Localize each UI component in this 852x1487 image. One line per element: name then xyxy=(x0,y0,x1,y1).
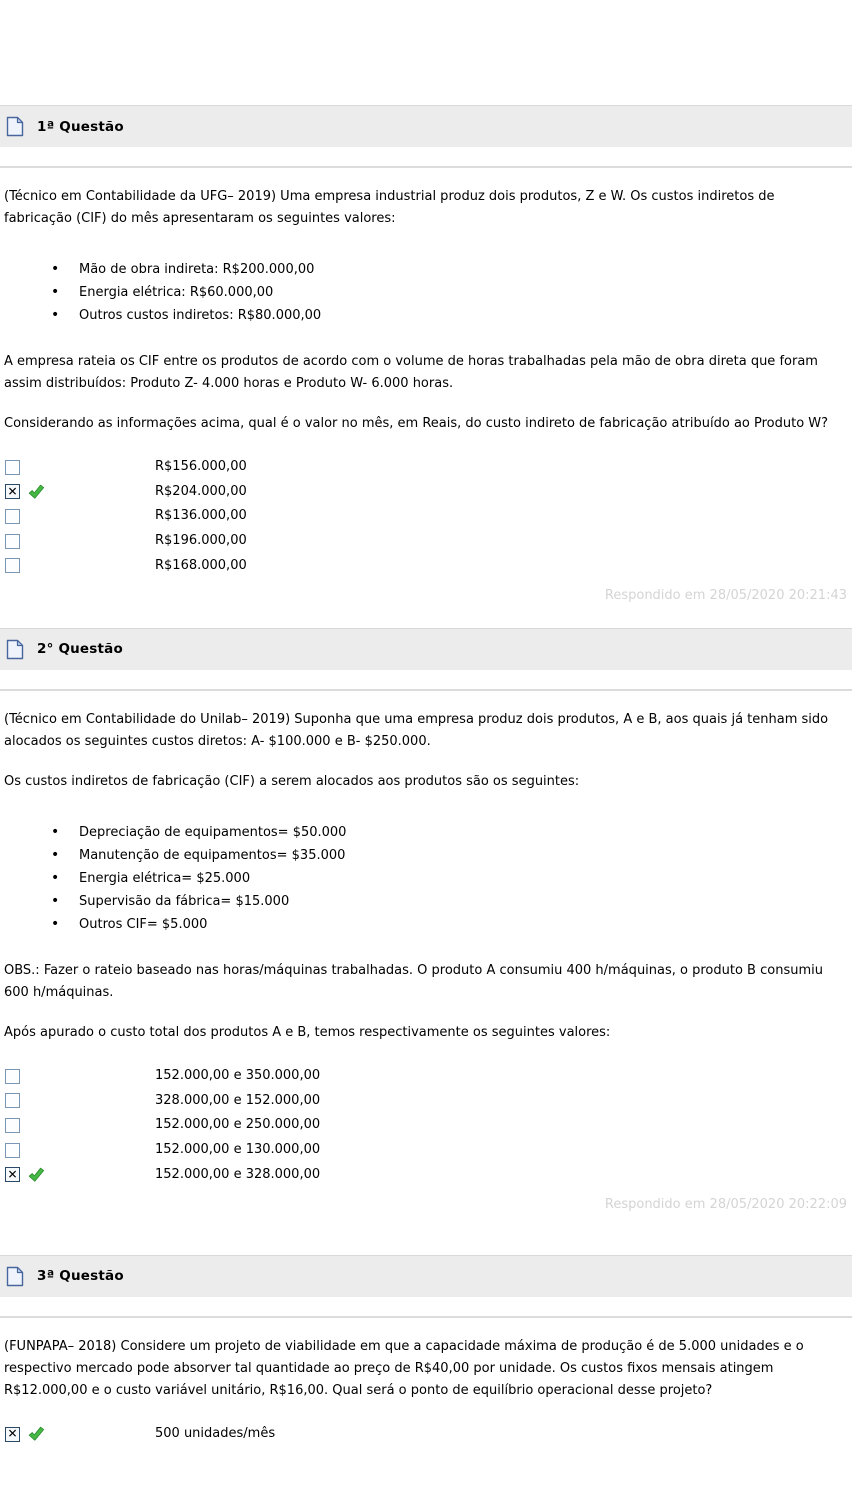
option-row xyxy=(0,504,852,529)
bullet-item: • Supervisão da fábrica= $15.000 xyxy=(51,890,846,913)
option-lead xyxy=(0,1143,155,1158)
question-header xyxy=(0,628,852,670)
question-title: 2° Questão xyxy=(37,641,123,658)
option-lead xyxy=(0,1167,155,1183)
option-lead xyxy=(0,1118,155,1133)
question-divider xyxy=(0,1316,852,1318)
option-checkbox[interactable] xyxy=(5,534,20,549)
question-paragraph: (Técnico em Contabilidade do Unilab– 2019) Suponha que uma empresa produz dois produtos, A e B, aos quais já tenham sido alocados os seguintes custos diretos: A- $100.000 e B- $250.000. xyxy=(4,711,829,749)
responded-timestamp: Respondido em 28/05/2020 20:21:43 xyxy=(604,587,847,603)
option-checkbox[interactable] xyxy=(5,1427,20,1442)
bullet-item: • Outros CIF= $5.000 xyxy=(51,913,846,936)
question-paragraph: Considerando as informações acima, qual é o valor no mês, em Reais, do custo indireto de fabricação atribuído ao Produto W? xyxy=(4,416,829,431)
option-label: 152.000,00 e 130.000,00 xyxy=(155,1142,321,1158)
option-checkbox[interactable] xyxy=(5,1093,20,1108)
option-checkbox[interactable] xyxy=(5,1069,20,1084)
option-row xyxy=(0,1064,852,1089)
option-lead xyxy=(0,534,155,549)
document-icon xyxy=(6,1266,24,1287)
bullet-item: • Energia elétrica= $25.000 xyxy=(51,867,846,890)
option-row xyxy=(0,1089,852,1114)
option-row xyxy=(0,480,852,505)
option-checkbox[interactable] xyxy=(5,558,20,573)
question-paragraph: A empresa rateia os CIF entre os produtos de acordo com o volume de horas trabalhadas pela mão de obra direta que foram assim distribuídos: Produto Z- 4.000 horas e Produto W- 6.000 horas. xyxy=(4,354,818,391)
questions xyxy=(0,105,852,1447)
option-checkbox[interactable] xyxy=(5,1118,20,1133)
option-lead xyxy=(0,1069,155,1084)
option-row xyxy=(0,1113,852,1138)
green-check-icon xyxy=(28,484,45,500)
option-label: 500 unidades/mês xyxy=(155,1426,276,1442)
option-row xyxy=(0,553,852,578)
option-lead xyxy=(0,558,155,573)
x-mark-icon: ✕ xyxy=(7,1426,18,1441)
option-lead xyxy=(0,1093,155,1108)
option-row xyxy=(0,1138,852,1163)
question-body xyxy=(0,1336,852,1402)
question-body xyxy=(0,186,852,435)
green-check-icon xyxy=(28,1167,45,1183)
question-paragraph: (FUNPAPA– 2018) Considere um projeto de viabilidade em que a capacidade máxima de produção é de 5.000 unidades e o respectivo mercado pode absorver tal quantidade ao preço de R$40,00 por unidade. Os custos fixos mensais atingem R$12.000,00 e o custo variável unitário, R$16,00. Qual será o ponto de equilíbrio operacional desse projeto? xyxy=(4,1338,804,1398)
question-title: 3ª Questão xyxy=(37,1268,124,1285)
option-checkbox[interactable] xyxy=(5,460,20,475)
option-checkbox[interactable] xyxy=(5,484,20,499)
option-label: R$136.000,00 xyxy=(155,508,247,524)
option-label: 328.000,00 e 152.000,00 xyxy=(155,1092,321,1108)
option-row xyxy=(0,529,852,554)
option-lead xyxy=(0,1426,155,1442)
bullet-item: • Outros custos indiretos: R$80.000,00 xyxy=(51,304,846,327)
question-paragraph: Após apurado o custo total dos produtos A e B, temos respectivamente os seguintes valores: xyxy=(4,1024,611,1040)
options-list xyxy=(0,455,852,578)
option-label: R$156.000,00 xyxy=(155,459,247,475)
top-whitespace xyxy=(0,0,852,105)
green-check-icon xyxy=(28,1426,45,1442)
question-divider xyxy=(0,166,852,168)
bullet-item: • Manutenção de equipamentos= $35.000 xyxy=(51,844,846,867)
option-lead xyxy=(0,484,155,500)
question-header xyxy=(0,105,852,147)
question-title: 1ª Questão xyxy=(37,118,124,135)
bullet-item: • Depreciação de equipamentos= $50.000 xyxy=(51,821,846,844)
x-mark-icon: ✕ xyxy=(7,484,18,499)
question-paragraph: Os custos indiretos de fabricação (CIF) a serem alocados aos produtos são os seguintes: xyxy=(4,773,580,789)
options-list xyxy=(0,1064,852,1187)
option-checkbox[interactable] xyxy=(5,509,20,524)
option-label: R$168.000,00 xyxy=(155,557,247,573)
option-label: 152.000,00 e 350.000,00 xyxy=(155,1068,321,1084)
option-lead xyxy=(0,460,155,475)
document-icon xyxy=(6,639,24,660)
option-checkbox[interactable] xyxy=(5,1167,20,1182)
bullet-item: • Mão de obra indireta: R$200.000,00 xyxy=(51,258,846,281)
question-paragraph: OBS.: Fazer o rateio baseado nas horas/máquinas trabalhadas. O produto A consumiu 400 h/máquinas, o produto B consumiu 600 h/máquinas. xyxy=(4,962,823,1000)
bullet-list xyxy=(4,258,846,327)
question-paragraph: (Técnico em Contabilidade da UFG– 2019) Uma empresa industrial produz dois produtos, Z e W. Os custos indiretos de fabricação (CIF) do mês apresentaram os seguintes valores: xyxy=(4,189,775,226)
option-label: 152.000,00 e 328.000,00 xyxy=(155,1166,321,1182)
option-row xyxy=(0,1162,852,1187)
option-label: 152.000,00 e 250.000,00 xyxy=(155,1117,321,1133)
bullet-list xyxy=(4,821,846,936)
responded-timestamp: Respondido em 28/05/2020 20:22:09 xyxy=(604,1196,847,1212)
question-header xyxy=(0,1255,852,1297)
option-label: R$196.000,00 xyxy=(155,533,247,549)
option-row xyxy=(0,455,852,480)
question-body xyxy=(0,709,852,1044)
x-mark-icon: ✕ xyxy=(7,1167,18,1182)
question-divider xyxy=(0,689,852,691)
document-icon xyxy=(6,116,24,137)
option-lead xyxy=(0,509,155,524)
options-list xyxy=(0,1422,852,1447)
bullet-item: • Energia elétrica: R$60.000,00 xyxy=(51,281,846,304)
option-label: R$204.000,00 xyxy=(155,483,247,499)
question-block xyxy=(0,105,852,604)
question-block xyxy=(0,628,852,1213)
option-row xyxy=(0,1422,852,1447)
option-checkbox[interactable] xyxy=(5,1143,20,1158)
question-block xyxy=(0,1255,852,1447)
